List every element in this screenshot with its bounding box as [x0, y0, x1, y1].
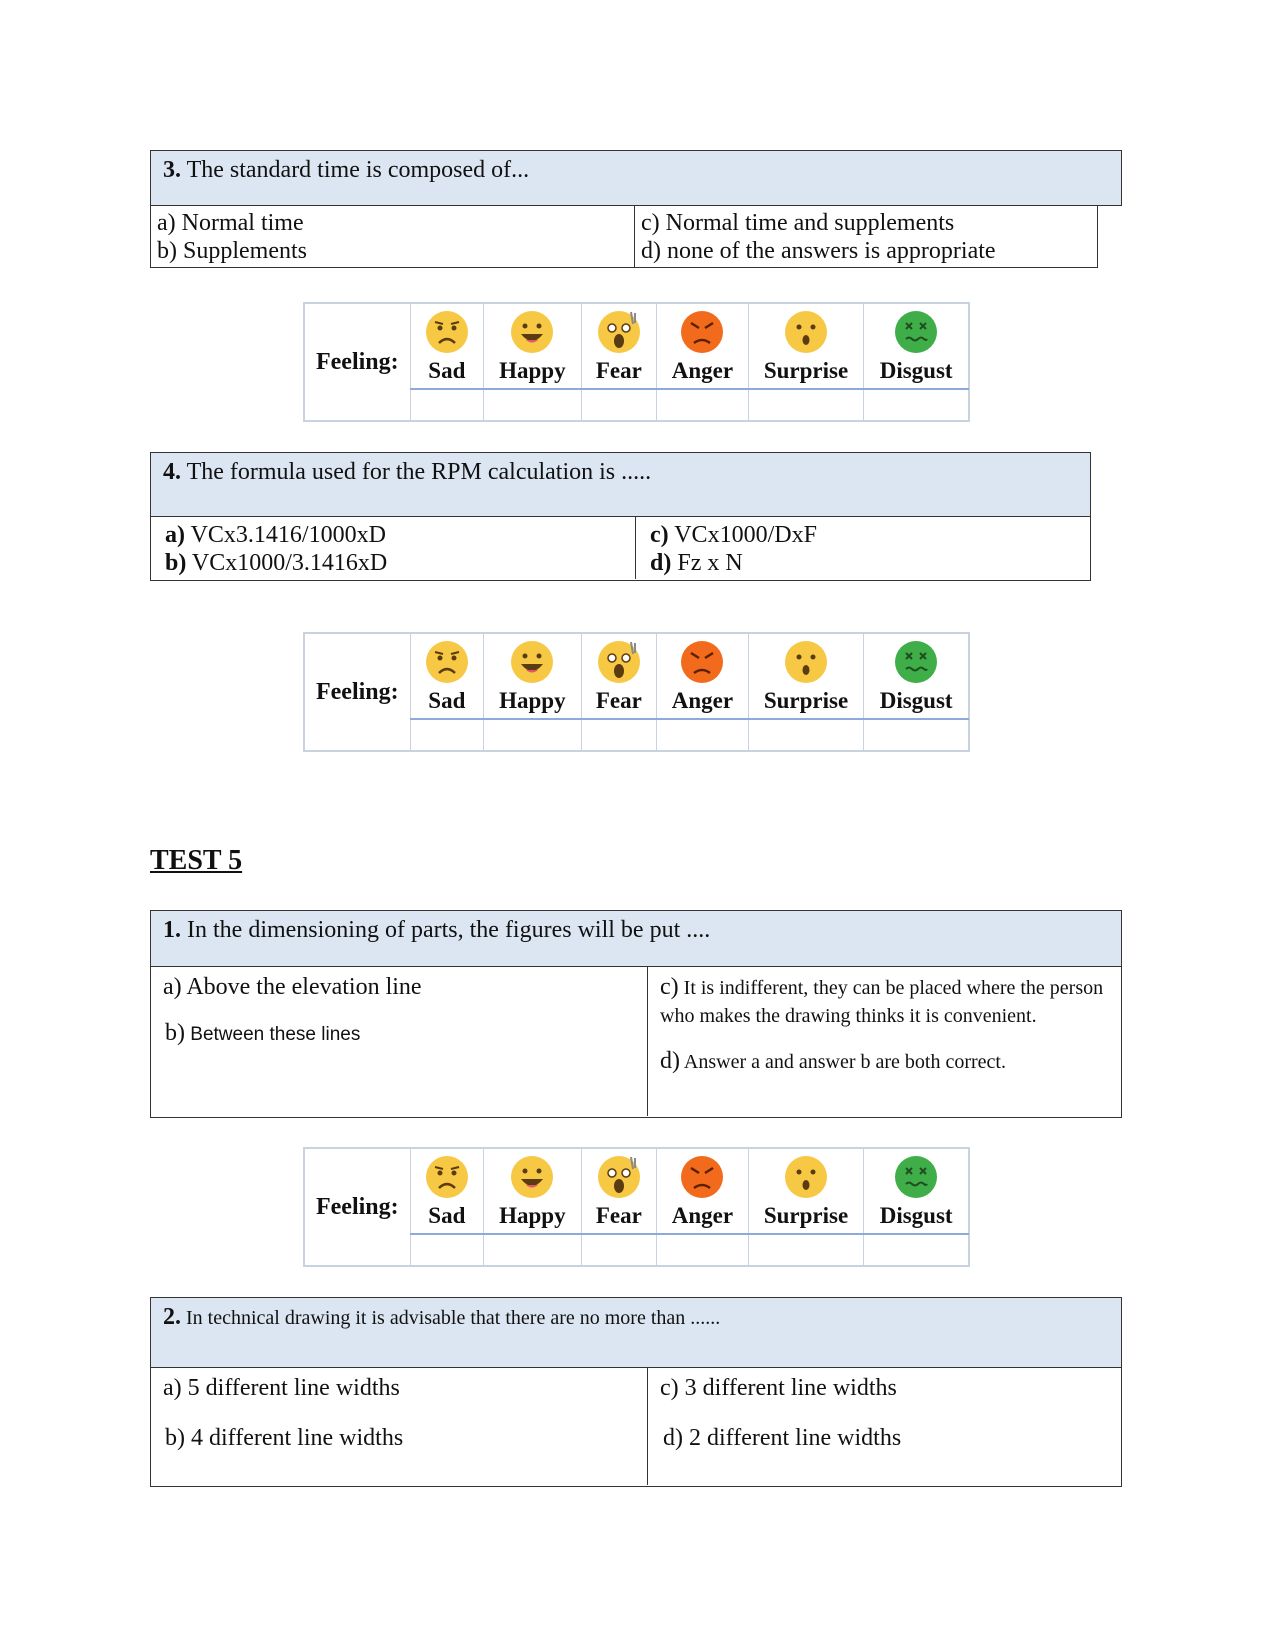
question-number: 3.	[163, 157, 181, 183]
disgust-face-icon	[894, 640, 938, 684]
emotion-label: Anger	[671, 688, 734, 713]
emotion-label: Disgust	[879, 688, 953, 713]
emotion-label: Surprise	[763, 1203, 849, 1228]
question-1-header	[151, 911, 1121, 967]
emotion-label: Sad	[428, 688, 466, 713]
answers-right	[636, 517, 1089, 579]
emotion-label: Happy	[499, 1203, 566, 1228]
answer-c[interactable]	[650, 521, 1083, 549]
answer-a[interactable]: a) Above the elevation line	[163, 974, 422, 1000]
answer-d[interactable]: d) none of the answers is appropriate	[640, 238, 996, 264]
feeling-cell-happy[interactable]	[484, 1234, 582, 1266]
question-4-header	[151, 453, 1090, 517]
feeling-cell-fear[interactable]	[581, 1234, 656, 1266]
answer-text: Fz x N	[671, 550, 743, 576]
emotion-label: Disgust	[879, 358, 953, 383]
emotion-label: Disgust	[879, 1203, 953, 1228]
angry-face-icon	[680, 1155, 724, 1199]
emotion-label: Happy	[499, 688, 566, 713]
answer-d[interactable]	[660, 1047, 1114, 1075]
answer-d[interactable]	[650, 549, 1083, 577]
answer-b[interactable]: b) 4 different line widths	[165, 1425, 404, 1451]
sad-face-icon	[425, 310, 469, 354]
answer-label: c)	[650, 522, 669, 548]
answer-text: VCx1000/3.1416xD	[186, 550, 388, 576]
answer-text: VCx3.1416/1000xD	[185, 522, 386, 548]
answers-right	[635, 205, 1097, 267]
emotion-label: Fear	[595, 358, 642, 383]
feeling-cell-happy[interactable]	[484, 389, 582, 421]
answers-right	[648, 967, 1120, 1116]
feeling-cell-anger[interactable]	[657, 1234, 749, 1266]
surprise-face-icon	[784, 640, 828, 684]
emotion-label: Fear	[595, 1203, 642, 1228]
answer-label: b)	[165, 1020, 185, 1046]
emotion-happy[interactable]	[484, 1149, 582, 1235]
answer-a[interactable]	[165, 521, 629, 549]
answer-b[interactable]	[165, 549, 629, 577]
emotion-surprise[interactable]	[748, 634, 864, 720]
answer-label: d)	[650, 550, 672, 576]
emotion-fear[interactable]	[581, 634, 656, 720]
feeling-label: Feeling:	[305, 634, 411, 751]
emotion-sad[interactable]	[410, 304, 483, 390]
emotion-surprise[interactable]	[748, 304, 864, 390]
question-text: In technical drawing it is advisable that there are no more than ......	[181, 1307, 721, 1329]
question-number: 1.	[163, 917, 181, 943]
answer-label: a)	[165, 522, 185, 548]
feeling-cell-anger[interactable]	[657, 719, 749, 751]
disgust-face-icon	[894, 310, 938, 354]
feeling-cell-sad[interactable]	[410, 1234, 483, 1266]
feeling-table	[303, 632, 970, 752]
fear-face-icon	[597, 310, 641, 354]
answer-text: VCx1000/DxF	[668, 522, 817, 548]
answer-d[interactable]: d) 2 different line widths	[663, 1425, 902, 1451]
emotion-surprise[interactable]	[748, 1149, 864, 1235]
emotion-anger[interactable]	[657, 634, 749, 720]
feeling-label: Feeling:	[305, 304, 411, 421]
answers-left	[151, 967, 648, 1116]
answers-left	[151, 205, 635, 267]
angry-face-icon	[680, 640, 724, 684]
emotion-label: Anger	[671, 358, 734, 383]
answer-b[interactable]: b) Supplements	[157, 238, 307, 264]
answers-left	[151, 1368, 648, 1485]
feeling-cell-disgust[interactable]	[864, 719, 969, 751]
surprise-face-icon	[784, 1155, 828, 1199]
answer-c[interactable]: c) 3 different line widths	[660, 1375, 897, 1401]
emotion-anger[interactable]	[657, 1149, 749, 1235]
emotion-label: Happy	[499, 358, 566, 383]
emotion-label: Sad	[428, 1203, 466, 1228]
happy-face-icon	[510, 310, 554, 354]
answer-a[interactable]: a) 5 different line widths	[163, 1375, 400, 1401]
feeling-cell-disgust[interactable]	[864, 389, 969, 421]
emotion-label: Sad	[428, 358, 466, 383]
feeling-cell-disgust[interactable]	[864, 1234, 969, 1266]
feeling-cell-surprise[interactable]	[748, 389, 864, 421]
answers-left	[151, 517, 636, 579]
answer-label: c)	[660, 974, 679, 1000]
question-number: 2.	[163, 1304, 181, 1330]
answer-c[interactable]: c) Normal time and supplements	[640, 210, 955, 236]
feeling-cell-sad[interactable]	[410, 389, 483, 421]
emotion-label: Fear	[595, 688, 642, 713]
feeling-table	[303, 302, 970, 422]
emotion-label: Surprise	[763, 688, 849, 713]
feeling-cell-fear[interactable]	[581, 389, 656, 421]
emotion-fear[interactable]	[581, 1149, 656, 1235]
emotion-fear[interactable]	[581, 304, 656, 390]
emotion-anger[interactable]	[657, 304, 749, 390]
emotion-happy[interactable]	[484, 634, 582, 720]
answer-c[interactable]	[660, 973, 1114, 1029]
answer-label: b)	[165, 550, 187, 576]
sad-face-icon	[425, 1155, 469, 1199]
test5-question-2-box	[150, 1297, 1122, 1487]
emotion-sad[interactable]	[410, 634, 483, 720]
emotion-sad[interactable]	[410, 1149, 483, 1235]
question-3-box	[150, 150, 1122, 270]
feeling-cell-surprise[interactable]	[748, 719, 864, 751]
answer-text: It is indifferent, they can be placed where the person who makes the drawing thinks it is convenient.	[660, 977, 1104, 1027]
answer-label: d)	[660, 1048, 680, 1074]
test5-question-1-box	[150, 910, 1122, 1118]
test-title: TEST 5	[150, 845, 243, 876]
feeling-label: Feeling:	[305, 1149, 411, 1266]
sad-face-icon	[425, 640, 469, 684]
fear-face-icon	[597, 1155, 641, 1199]
emotion-label: Anger	[671, 1203, 734, 1228]
fear-face-icon	[597, 640, 641, 684]
question-text: The formula used for the RPM calculation is .....	[181, 459, 652, 485]
emotion-happy[interactable]	[484, 304, 582, 390]
feeling-cell-sad[interactable]	[410, 719, 483, 751]
emotion-disgust[interactable]	[864, 304, 969, 390]
question-2-header	[151, 1298, 1121, 1368]
emotion-disgust[interactable]	[864, 1149, 969, 1235]
emotion-disgust[interactable]	[864, 634, 969, 720]
feeling-cell-anger[interactable]	[657, 389, 749, 421]
answer-text: Between these lines	[185, 1024, 361, 1045]
angry-face-icon	[680, 310, 724, 354]
question-3-header	[150, 150, 1122, 206]
question-text: The standard time is composed of...	[181, 157, 530, 183]
answer-a[interactable]: a) Normal time	[157, 210, 304, 236]
happy-face-icon	[510, 1155, 554, 1199]
emotion-label: Surprise	[763, 358, 849, 383]
question-number: 4.	[163, 459, 181, 485]
answer-b[interactable]	[163, 1019, 641, 1049]
answers-right	[648, 1368, 1120, 1485]
disgust-face-icon	[894, 1155, 938, 1199]
feeling-cell-surprise[interactable]	[748, 1234, 864, 1266]
feeling-cell-fear[interactable]	[581, 719, 656, 751]
answer-text: Answer a and answer b are both correct.	[680, 1051, 1006, 1073]
feeling-table	[303, 1147, 970, 1267]
question-4-box	[150, 452, 1091, 581]
feeling-cell-happy[interactable]	[484, 719, 582, 751]
happy-face-icon	[510, 640, 554, 684]
question-text: In the dimensioning of parts, the figures will be put ....	[181, 917, 711, 943]
surprise-face-icon	[784, 310, 828, 354]
